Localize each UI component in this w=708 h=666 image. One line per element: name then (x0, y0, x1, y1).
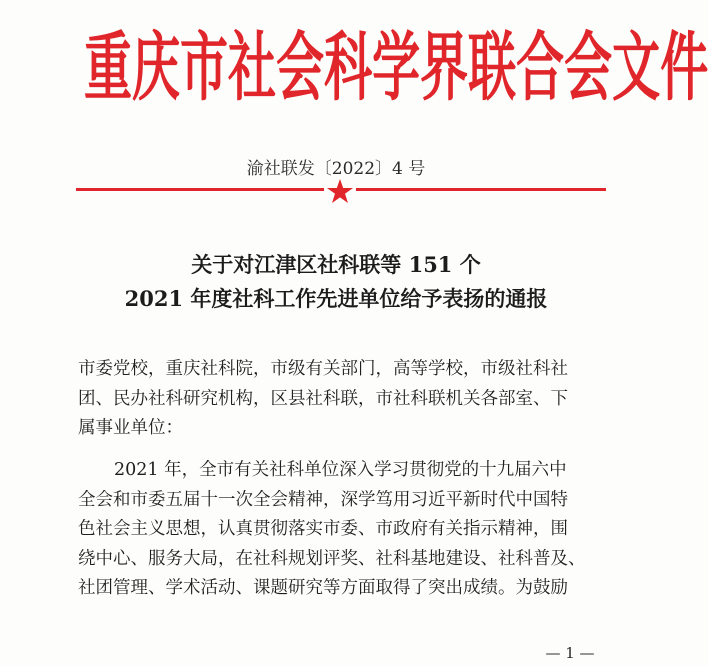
masthead-char: 会 (276, 24, 325, 112)
masthead-char: 重 (84, 24, 133, 112)
recipients-block (78, 355, 618, 444)
page-number: — 1 — (545, 644, 595, 662)
paragraph-line: 色社会主义思想，认真贯彻落实市委、市政府有关指示精神，围 (78, 519, 568, 540)
masthead-char: 界 (420, 24, 469, 112)
recipients-line: 团、民办社科研究机构，区县社科联，市社科联机关各部室、下 (78, 388, 568, 409)
masthead-char: 合 (516, 24, 565, 112)
masthead-title (84, 24, 708, 112)
body-paragraph (78, 456, 618, 604)
paragraph-line: 2021 年，全市有关社科单位深入学习贯彻党的十九届六中 (114, 460, 567, 480)
masthead-char: 会 (564, 24, 613, 112)
recipients-line: 市委党校，重庆社科院，市级有关部门，高等学校，市级社科社 (78, 359, 568, 379)
notice-title-line-1: 关于对江津区社科联等 151 个 (191, 252, 481, 277)
masthead-char: 科 (324, 24, 373, 112)
masthead-char: 市 (180, 24, 229, 112)
paragraph-line: 全会和市委五届十一次全会精神，深学笃用习近平新时代中国特 (78, 489, 568, 510)
masthead-char: 学 (372, 24, 421, 112)
recipients-line: 属事业单位： (78, 418, 183, 439)
paragraph-line: 社团管理、学术活动、课题研究等方面取得了突出成绩。为鼓励 (78, 578, 568, 599)
red-divider-left (76, 188, 324, 191)
document-number: 渝社联发〔2022〕4 号 (246, 159, 426, 179)
red-star-icon (326, 178, 354, 204)
masthead-char: 社 (228, 24, 277, 112)
red-divider-right (356, 188, 606, 191)
notice-title-line-2: 2021 年度社科工作先进单位给予表扬的通报 (124, 286, 548, 311)
paragraph-line: 绕中心、服务大局，在社科规划评奖、社科基地建设、社科普及、 (78, 548, 586, 569)
masthead-char: 联 (468, 24, 517, 112)
masthead-char: 文 (612, 24, 661, 112)
masthead-char: 件 (660, 24, 708, 112)
masthead-char: 庆 (132, 24, 181, 112)
